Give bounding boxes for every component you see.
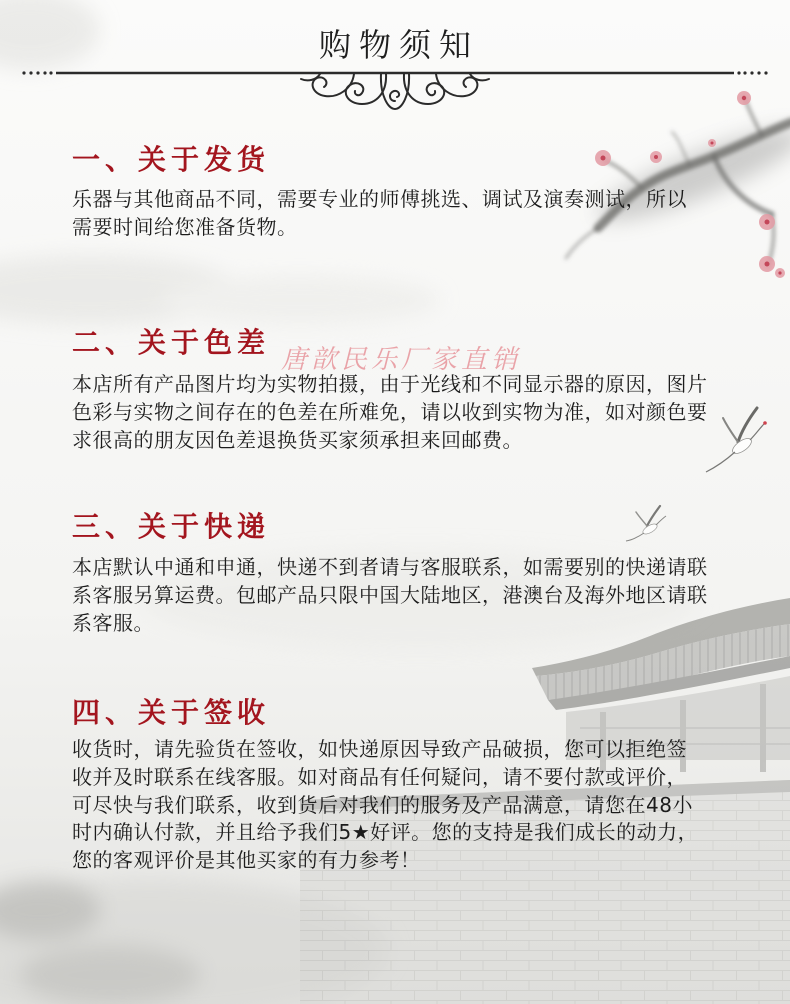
body-line: 系客服。 [72, 610, 154, 635]
body-line: 乐器与其他商品不同，需要专业的师傅挑选、调试及演奏测试，所以 [72, 187, 687, 211]
body-line: 本店默认中通和申通，快递不到者请与客服联系，如需要别的快递请联 [72, 555, 708, 579]
body-line: 时内确认付款，并且给予我们5★好评。您的支持是我们成长的动力， [72, 820, 699, 845]
body-line: 可尽快与我们联系，收到货后对我们的服务及产品满意，请您在48小 [72, 792, 693, 817]
section-body-courier [72, 554, 708, 637]
cloud-scroll-ornament-icon [301, 74, 489, 109]
body-line: 求很高的朋友因色差退换货买家须承担来回邮费。 [72, 427, 523, 452]
body-line: 色彩与实物之间存在的色差在所难免，请以收到实物为准，如对颜色要 [72, 399, 708, 424]
section-heading-shipping: 一、关于发货 [72, 143, 271, 176]
body-line: 本店所有产品图片均为实物拍摄，由于光线和不同显示器的原因，图片 [72, 372, 708, 396]
section-body-color-difference [72, 371, 708, 454]
section-body-shipping [72, 186, 687, 242]
body-line: 需要时间给您准备货物。 [72, 214, 298, 239]
shop-watermark: 唐歆民乐厂家直销 [281, 345, 522, 375]
section-heading-receipt: 四、关于签收 [72, 696, 271, 729]
body-line: 您的客观评价是其他买家的有力参考！ [72, 848, 421, 873]
section-heading-color-difference: 二、关于色差 [72, 326, 271, 359]
section-body-receipt [72, 736, 698, 875]
page-title: 购物须知 [318, 26, 479, 64]
body-line: 收并及时联系在线客服。如对商品有任何疑问，请不要付款或评价， [72, 764, 687, 789]
body-line: 收货时，请先验货在签收，如快递原因导致产品破损，您可以拒绝签 [72, 737, 687, 761]
section-heading-courier: 三、关于快递 [72, 510, 271, 543]
body-line: 系客服另算运费。包邮产品只限中国大陆地区，港澳台及海外地区请联 [72, 582, 708, 607]
